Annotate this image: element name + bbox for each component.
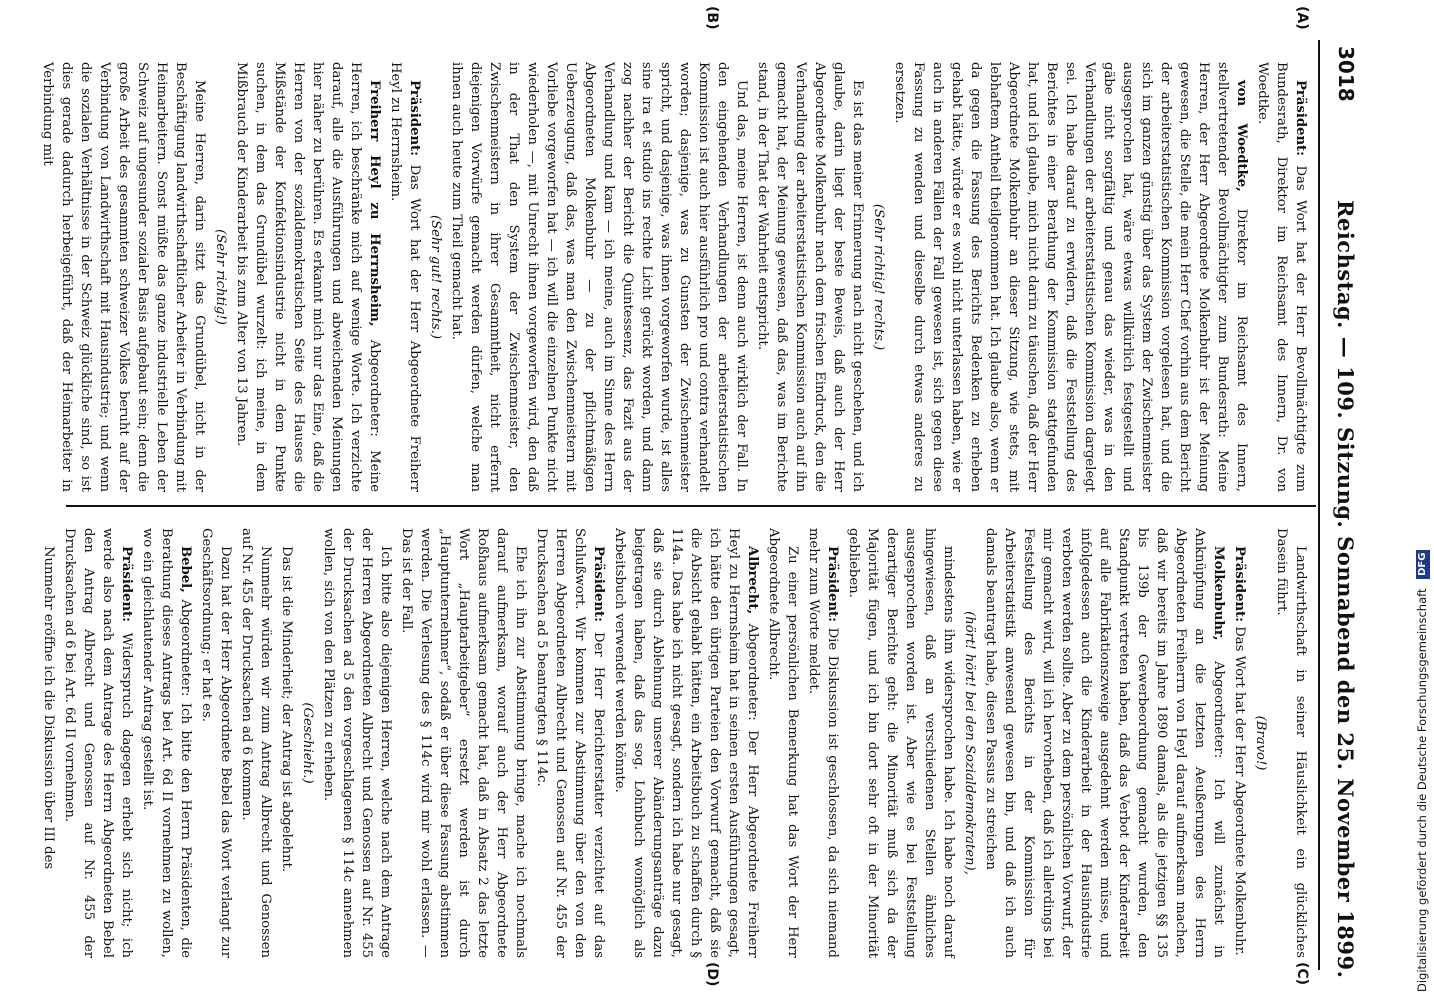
paragraph [237, 528, 275, 958]
speaker-name: Freiherr Heyl zu Herrnsheim, [367, 80, 382, 327]
paragraph [386, 62, 424, 492]
digitization-credit [1411, 8, 1433, 992]
speaker-name: Albrecht, [745, 546, 760, 615]
speaker-name: Präsident: [825, 546, 840, 623]
paragraph-text: Dazu hat der Herr Abgeordnete Bebel das Wort verlangt zur Geschäftsordnung; er hat es. [199, 528, 233, 958]
paragraph [197, 528, 235, 958]
paragraph-text: Abgeordneter: Meine Herren, ich beschränke mich auf wenige Worte. Ich verzichte darauf, alle die Ausführungen und abweichenden Meinungen hier näher zu berühren. Es erkannt mich nur das Eine, daß die Herren von der sozialdemokratischen Seite des Hauses die Mißstände der Konfektionsindustrie nicht in dem Punkte suchen, in dem das Grundübel wurzelt: ich meine, in dem Mißbrauch der Kinderarbeit bis zum Alter von 13 Jahren. [234, 62, 382, 492]
paragraph [532, 528, 608, 958]
paragraph-text: Das Wort hat der Herr Abgeordnete Freiherr Heyl zu Herrnsheim. [388, 62, 422, 492]
paragraph-text: mindestens ihm widersprochen habe. Ich habe noch darauf hingewiesen, daß an verschiedenen Stellen ähnliches ausgesprochen worden ist. Aber wie es bei Feststellung derartiger Berichte geht: die Minorität muß sich da der Majorität fügen, und ich bin dort sehr oft in der Minorität geblieben. [846, 528, 956, 958]
paragraph [981, 528, 1228, 958]
interjection: (Sehr richtig! rechts.) [871, 203, 886, 351]
column-divider [66, 505, 1316, 507]
paragraph-text: Ich bitte also diejenigen Herren, welche nach dem Antrage der Herren Abgeordneten Albrecht und Genossen auf Nr. 455 der Drucksachen ad 5 den vorgeschlagenen § 114c annehmen wollen, sich von den Plätzen zu erheben. [321, 528, 393, 958]
interjection: (hört! hört! bei den Sozialdemokraten), [962, 611, 977, 875]
paragraph-text: Direktor im Reichsamt des Innern, stellvertretender Bevollmächtigter zum Bundesrath: Meine Herren, der Herr Abgeordnete Molkenbuhr ist der Meinung gewesen, die Stelle, die mein Herr Chef vorhin aus dem Bericht der arbeiterstatistischen Kommission vorgelesen hat, und die sich im ganzen günstig über das System der Zwischenmeister ausgesprochen hat, wäre etwas willkürlich festgestellt und gäbe nicht sorgfältig und genau das wieder, was in den Verhandlungen der arbeiterstatistischen Kommission dargelegt sei. Ich habe darauf zu erwidern, daß die Feststellung des Berichtes in einer Berathung der Kommission stattgefunden hat, und ich glaube, mich nicht darin zu täuschen, daß der Herr Abgeordnete Molkenbuhr an dieser Sitzung, wie stets, mit lebhaftem Antheil theilgenommen hat. Ich glaube also, wenn er da gegen die Fassung des Berichts Bedenken zu erheben gehabt hätte, würde er es wohl nicht unterlassen haben, wie er auch in anderen Fällen der Fall gewesen ist, sich gegen diese Fassung zu wenden und dieselbe durch etwas anderes zu ersetzen. [892, 62, 1249, 492]
paragraph-text: Abgeordneter: Der Herr Abgeordnete Freiherr Heyl zu Herrnsheim hat in seinen ersten Ausführungen gesagt, ich hätte den übrigen Parteien den Vorwurf gemacht, daß sie die Absicht gehabt hätten, ein Arbeitsbuch zu schaffen durch § 114a. Das habe ich nicht gesagt, sondern ich habe nur gesagt, daß sie durch Ablehnung unserer Abänderungsanträge dazu beigetragen haben, daß das sog. Lohnbuch womöglich als Arbeitsbuch verwendet werden könnte. [612, 528, 760, 958]
paragraph [397, 528, 530, 958]
paragraph-text: Abgeordneter: Ich bitte den Herrn Präsidenten, die Berathung dieses Antrags bei Art. 6d II vornehmen zu wollen, wo ein gleichlautender Antrag gestellt ist. [140, 528, 193, 958]
paragraph [804, 528, 842, 958]
speaker-name: Präsident: [1293, 80, 1308, 157]
paragraph-text: Ehe ich ihn zur Abstimmung bringe, mache ich nochmals darauf aufmerksam, worauf auch der Herr Abgeordnete Roßhaus aufmerksam gemacht hat, daß in Absatz 2 das letzte Wort „Hauptarbeitgeber“ ersetzt werden ist durch „Hauptunternehmer“, sodaß er über diese Fassung abstimmen werden. Die Verlesung des § 114c wird mir wohl erlassen. — Das ist der Fall. [399, 528, 528, 958]
paragraph-text: Nunmehr würden wir zum Antrag Albrecht und Genossen auf Nr. 455 der Drucksachen ad 6 kommen. [239, 528, 273, 958]
paragraph-text: Widerspruch dagegen erhebt sich nicht; ich werde also nach dem Antrage des Herrn Abgeordneten Bebel den Antrag Albrecht und Genossen auf Nr. 455 der Drucksachen ad 6 bei Art. 6d II vornehmen. [62, 528, 134, 958]
speaker-name: Bebel, [178, 546, 193, 593]
speaker-name: Präsident: [119, 546, 134, 623]
paragraph [610, 528, 762, 958]
paragraph [1272, 528, 1310, 958]
paragraph [753, 62, 867, 492]
page-number: 3018 [1334, 46, 1358, 102]
margin-mark-a: (A) [1294, 6, 1310, 30]
interjection: (Sehr richtig!) [213, 229, 228, 325]
paragraph [277, 528, 296, 958]
paragraph [1253, 62, 1310, 492]
paragraph-text: Landwirthschaft in seiner Häuslichkeit ein glückliches Dasein führt. [1274, 528, 1308, 958]
paragraph-text: Abgeordneter: Ich will zunächst in Anknüpfung an die letzten Aeußerungen des Herrn Abgeordneten Freiherrn von Heyl darauf aufmerksam machen, daß wir bereits im Jahre 1890 damals, als die jetzigen §§ 135 bis 139b der Gewerbeordnung gemacht wurden, den Standpunkt vertreten haben, daß das Verbot der Kinderarbeit auf alle Fabrikationszweige ausgedehnt werden müsse, und infolgedessen auch die Kinderarbeit in der Hausindustrie verboten werden sollte. Aber zu dem persönlichen Vorwurf, der mir gemacht wird, will ich hervorheben, daß ich allerdings bei Feststellung des Berichts in der Kommission für Arbeiterstatistik anwesend gewesen bin, und daß ich auch damals beantragt habe, diesen Passus zu streichen [983, 528, 1226, 958]
paragraph-text: Zu einer persönlichen Bemerkung hat das Wort der Herr Abgeordnete Albrecht. [766, 528, 800, 958]
left-text-column [40, 62, 1310, 492]
margin-mark-c: (C) [1294, 962, 1310, 986]
margin-mark-b: (B) [704, 6, 720, 30]
paragraph-text: Das ist die Minderheit; der Antrag ist abgelehnt. [279, 546, 294, 873]
interjection: (Sehr gut! rechts.) [428, 214, 443, 340]
paragraph [38, 62, 209, 492]
paragraph [60, 528, 136, 958]
running-head: Reichstag. — 109. Sitzung. Sonnabend den 25. November 1899. [1333, 200, 1358, 979]
paragraph [319, 528, 395, 958]
speaker-name: Präsident: [1232, 546, 1247, 623]
paragraph-text: Meine Herren, darin sitzt das Grundübel, nicht in der Beschäftigung landwirthschaftlicher Arbeiter in Verbindung mit Heimarbeitern. Sonst müßte das ganze industrielle Leben der Schweiz auf ungesunder sozialer Basis aufgebaut sein; denn die große Arbeit des gesammten schweizer Volkes beruht auf der Verbindung von Landwirthschaft mit Hausindustrie; und wenn die sozialen Verhältnisse in der Schweiz glückliche sind, so ist dies gerade dadurch herbeigeführt, daß der Heimarbeiter in Verbindung mit [40, 62, 207, 492]
speaker-name: Präsident: [591, 546, 606, 623]
paragraph-text: Nunmehr eröffne ich die Diskussion über III des [41, 546, 56, 870]
right-text-column [41, 528, 1310, 958]
interjection: (Geschieht.) [300, 702, 315, 784]
speaker-name: von Woedtke, [1234, 80, 1249, 192]
dfg-logo: DFG [1416, 550, 1430, 579]
page-header [1328, 0, 1358, 1000]
credit-text: Digitalisierung gefördert durch die Deutsche Forschungsgemeinschaft [1415, 588, 1429, 992]
margin-mark-d: (D) [704, 962, 720, 987]
speaker-name: Präsident: [407, 80, 422, 157]
header-rule [1318, 40, 1320, 970]
paragraph-text: Das Wort hat der Herr Bevollmächtigte zum Bundesrath, Direktor im Reichsamt des Innern, Dr. von Woedtke. [1255, 62, 1308, 492]
paragraph-text: Und das, meine Herren, ist denn auch wirklich der Fall. In den eingehenden Verhandlungen der arbeiterstatistischen Kommission ist auch hier ausführlich pro und contra verhandelt worden; dasjenige, was zu Gunsten der Zwischenmeister spricht, und dasjenige, was ihnen vorgeworfen wurde, ist alles sine ira et studio ins rechte Licht gerückt worden, und dann zog nachher der Bericht die Quintessenz, das Fazit aus der Verhandlung und kam — ich meine, auch im Sinne des Herrn Abgeordneten Molkenbuhr — zu der pflichtmäßigen Ueberzeugung, daß das, was man den Zwischenmeistern mit Vorliebe vorgeworfen hat — ich will die einzelnen Punkte nicht wiederholen —, mit Unrecht ihnen vorgeworfen wird, den daß in der That den System der Zwischenmeister, den Zwischenmeistern in ihrer Gesammtheit, nicht erfernt diejenigen Vorwürfe gemacht werden dürfen, welche man ihnen auch heute zum Theil gemacht hat. [449, 62, 749, 492]
interjection: (Bravo!) [1253, 715, 1268, 771]
speaker-name: Molkenbuhr, [1211, 546, 1226, 641]
paragraph [844, 528, 958, 958]
paragraph [447, 62, 751, 492]
paragraph-text: Der Herr Berichterstatter verzichtet auf das Schlußwort. Wir kommen zur Abstimmung über den von den Herren Abgeordneten Albrecht und Genossen auf Nr. 455 der Drucksachen ad 5 beantragten § 114c. [534, 528, 606, 958]
paragraph [764, 528, 802, 958]
paragraph [138, 528, 195, 958]
paragraph-text: Das Wort hat der Herr Abgeordnete Molkenbuhr. [1232, 626, 1247, 956]
paragraph [232, 62, 384, 492]
digitization-credit-strip [1411, 8, 1433, 992]
paragraph-text: Die Diskussion ist geschlossen, da sich niemand mehr zum Worte meldet. [806, 528, 840, 958]
paragraph [39, 528, 58, 958]
paragraph [890, 62, 1251, 492]
paragraph [1230, 528, 1249, 958]
paragraph-text: Es ist das meiner Erinnerung nach nicht geschehen, und ich glaube, darin liegt der beste Beweis, daß auch der Herr Abgeordnete Molkenbuhr nach dem frischen Eindruck, den die Verhandlung der arbeiterstatistischen Kommission auch auf ihn gemacht hat, der Meinung gewesen, daß das, was im Berichte stand, in der That der Wahrheit entspricht. [755, 62, 865, 492]
